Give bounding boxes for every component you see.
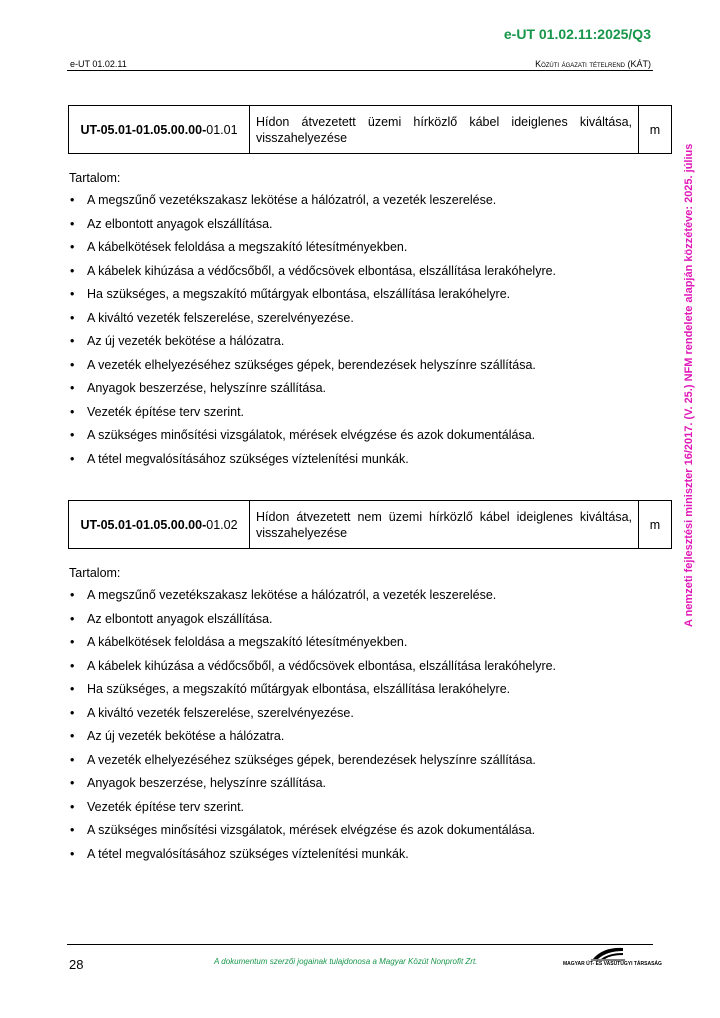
bullet-icon: • bbox=[70, 240, 75, 254]
list-item: • A megszűnő vezetékszakasz lekötése a hálózatról, a vezeték leszerelése. bbox=[70, 193, 497, 207]
item-content-2 bbox=[69, 564, 639, 868]
list-item: • A kiváltó vezeték felszerelése, szerelvényezése. bbox=[70, 705, 354, 720]
list-item: • Az elbontott anyagok elszállítása. bbox=[70, 611, 273, 626]
list-item: • A kiváltó vezeték felszerelése, szerelvényezése. bbox=[70, 310, 354, 325]
bullet-icon: • bbox=[70, 776, 75, 790]
bullet-icon: • bbox=[70, 334, 75, 348]
logo-text: MAGYAR ÚT- ÉS VASÚTÜGYI TÁRSASÁG bbox=[563, 961, 662, 967]
list-item: • Anyagok beszerzése, helyszínre szállítása. bbox=[70, 776, 327, 790]
bullet-icon: • bbox=[70, 705, 75, 720]
list-item: • Az elbontott anyagok elszállítása. bbox=[70, 216, 273, 231]
bullet-icon: • bbox=[70, 451, 75, 466]
list-item: • A szükséges minősítési vizsgálatok, mérések elvégzése és azok dokumentálása. bbox=[70, 428, 536, 442]
header-right: Közúti ágazati tételrend (KÁT) bbox=[535, 59, 651, 69]
item-code bbox=[69, 106, 250, 154]
list-item: • Ha szükséges, a megszakító műtárgyak elbontása, elszállítása lerakóhelyre. bbox=[70, 682, 511, 696]
content-label: Tartalom: bbox=[69, 566, 121, 580]
copyright-note: A dokumentum szerzői jogainak tulajdonosa a Magyar Közút Nonprofit Zrt. bbox=[214, 957, 478, 966]
bullet-icon: • bbox=[70, 752, 75, 767]
bullet-icon: • bbox=[70, 846, 75, 861]
bullet-icon: • bbox=[70, 381, 75, 395]
list-item: • A tétel megvalósításához szükséges víztelenítési munkák. bbox=[70, 846, 409, 861]
item-description: Hídon átvezetett nem üzemi hírközlő kábel ideiglenes kiváltása, visszahelyezése bbox=[250, 501, 639, 549]
road-rail-logo-icon bbox=[591, 946, 625, 961]
list-item: • A megszűnő vezetékszakasz lekötése a hálózatról, a vezeték leszerelése. bbox=[70, 588, 497, 602]
bullet-icon: • bbox=[70, 310, 75, 325]
list-item: • Anyagok beszerzése, helyszínre szállítása. bbox=[70, 381, 327, 395]
list-item: • A szükséges minősítési vizsgálatok, mérések elvégzése és azok dokumentálása. bbox=[70, 823, 536, 837]
list-item: • A vezeték elhelyezéséhez szükséges gépek, berendezések helyszínre szállítása. bbox=[70, 357, 536, 372]
page-number: 28 bbox=[69, 957, 84, 972]
bullet-icon: • bbox=[70, 635, 75, 649]
content-label: Tartalom: bbox=[69, 171, 121, 185]
item-code-suffix: 01.02 bbox=[206, 517, 238, 532]
bullet-icon: • bbox=[70, 428, 75, 442]
bullet-icon: • bbox=[70, 799, 75, 814]
bullet-icon: • bbox=[70, 682, 75, 696]
bullet-icon: • bbox=[70, 823, 75, 837]
item-unit: m bbox=[639, 106, 672, 154]
bullet-icon: • bbox=[70, 263, 75, 278]
society-logo bbox=[563, 946, 662, 970]
bullet-icon: • bbox=[70, 193, 75, 207]
bullet-icon: • bbox=[70, 404, 75, 419]
bullet-icon: • bbox=[70, 588, 75, 602]
item-code-suffix: 01.01 bbox=[206, 122, 238, 137]
item-content-1 bbox=[69, 169, 639, 473]
list-item: • A kábelkötések feloldása a megszakító létesítményekben. bbox=[70, 240, 408, 254]
item-table-2 bbox=[68, 500, 672, 549]
list-item: • Ha szükséges, a megszakító műtárgyak elbontása, elszállítása lerakóhelyre. bbox=[70, 287, 511, 301]
header-divider bbox=[67, 70, 653, 71]
bullet-icon: • bbox=[70, 611, 75, 626]
list-item: • A kábelek kihúzása a védőcsőből, a védőcsövek elbontása, elszállítása lerakóhelyre. bbox=[70, 263, 557, 278]
bullet-icon: • bbox=[70, 729, 75, 743]
bullet-icon: • bbox=[70, 287, 75, 301]
list-item: • Az új vezeték bekötése a hálózatra. bbox=[70, 334, 285, 348]
list-item: • Az új vezeték bekötése a hálózatra. bbox=[70, 729, 285, 743]
item-table-1 bbox=[68, 105, 672, 154]
list-item: • Vezeték építése terv szerint. bbox=[70, 404, 245, 419]
footer-divider bbox=[67, 944, 653, 945]
content-list bbox=[69, 191, 639, 473]
list-item: • Vezeték építése terv szerint. bbox=[70, 799, 245, 814]
doc-code: e-UT 01.02.11:2025/Q3 bbox=[503, 26, 651, 42]
list-item: • A tétel megvalósításához szükséges víztelenítési munkák. bbox=[70, 451, 409, 466]
header-left: e-UT 01.02.11 bbox=[70, 59, 127, 69]
bullet-icon: • bbox=[70, 357, 75, 372]
content-list bbox=[69, 586, 639, 868]
list-item: • A vezeték elhelyezéséhez szükséges gépek, berendezések helyszínre szállítása. bbox=[70, 752, 536, 767]
list-item: • A kábelek kihúzása a védőcsőből, a védőcsövek elbontása, elszállítása lerakóhelyre. bbox=[70, 658, 557, 673]
item-code-main: UT-05.01-01.05.00.00- bbox=[80, 122, 207, 137]
bullet-icon: • bbox=[70, 658, 75, 673]
side-publication-note: A nemzeti fejlesztési miniszter 16/2017. (V. 25.) NFM rendelete alapján közzétéve: 2025. július bbox=[683, 143, 695, 627]
item-code-main: UT-05.01-01.05.00.00- bbox=[80, 517, 207, 532]
item-description: Hídon átvezetett üzemi hírközlő kábel ideiglenes kiváltása, visszahelyezése bbox=[250, 106, 639, 154]
bullet-icon: • bbox=[70, 216, 75, 231]
item-unit: m bbox=[639, 501, 672, 549]
list-item: • A kábelkötések feloldása a megszakító létesítményekben. bbox=[70, 635, 408, 649]
item-code bbox=[69, 501, 250, 549]
